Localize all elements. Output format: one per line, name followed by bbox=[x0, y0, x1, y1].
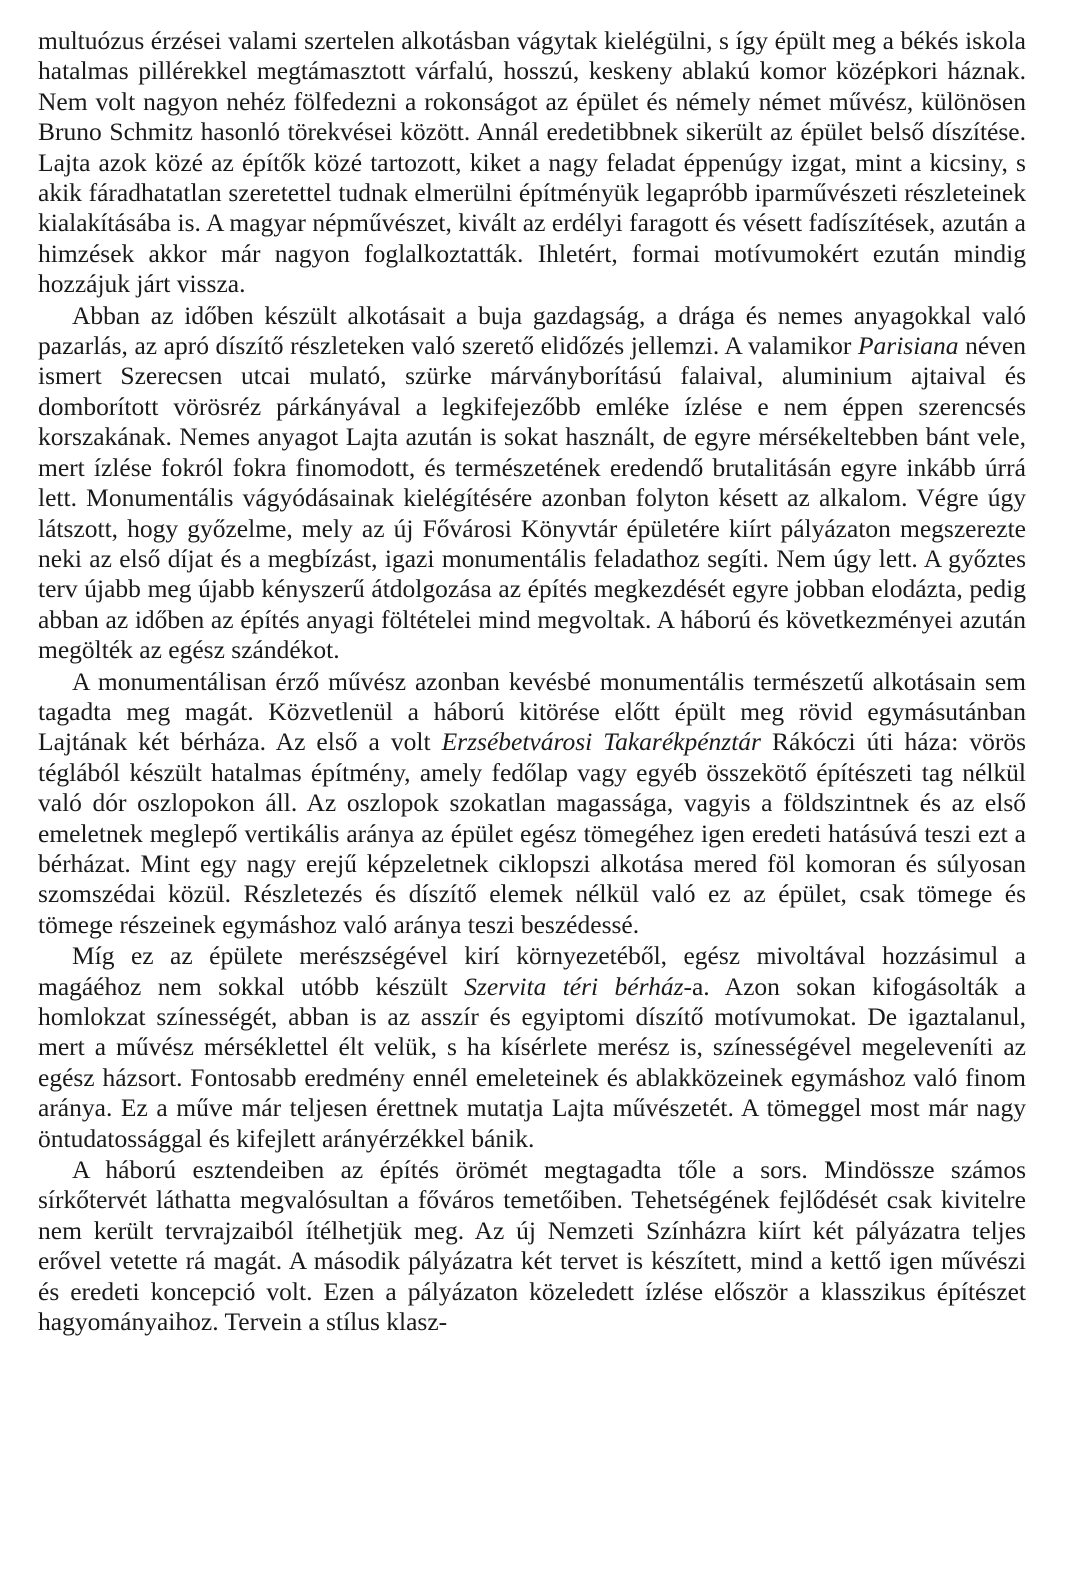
paragraph-3-text-a: A monumentálisan érző művész azonban kevésbé monumentális természetű alkotásain sem tagadta meg magát. Közvetlenül a háború kitörése előtt épült meg rövid egymásutánban Lajtának két bérháza. Az első a volt bbox=[38, 666, 1026, 757]
text-page bbox=[38, 26, 1026, 1338]
paragraph-2-text-b: néven ismert Szerecsen utcai mulató, szürke márványborítású falaival, aluminium ajtaival és domborított vörösréz párkányával a legkifejezőbb emléke ízlése e nem éppen szerencsés korszakának. Nemes anyagot Lajta azután is sokat használt, de egyre mérsékeltebben bánt vele, mert ízlése fokról fokra finomodott, és természetének eredendő brutalitásán egyre inkább úrrá lett. Monumentális vágyódásainak kielégítésére azonban folyton késett az alkalom. Végre úgy látszott, hogy győzelme, mely az új Fővárosi Könyvtár épületére kiírt pályázaton megszerezte neki az első díjat és a megbízást, igazi monumentális feladathoz segíti. Nem úgy lett. A győztes terv újabb meg újabb kényszerű átdolgozása az építés megkezdését egyre jobban elodázta, pedig abban az időben az építés anyagi föltételei mind megvoltak. A háború és következményei azután megölték az egész szándékot. bbox=[38, 331, 1027, 665]
paragraph-4 bbox=[38, 941, 1026, 1154]
paragraph-5-text: A háború esztendeiben az építés örömét megtagadta tőle a sors. Mindössze számos sírkőtervét láthatta megvalósultan a főváros temetőiben. Tehetségének fejlődését csak kivitelre nem került tervrajzaiból ítélhetjük meg. Az új Nemzeti Színházra kiírt két pályázatra teljes erővel vetette rá magát. A második pályázatra két tervet is készített, mind a kettő igen művészi és eredeti koncepció volt. Ezen a pályázaton közeledett ízlése először a klasszikus építészet hagyományaihoz. Tervein a stílus klasz- bbox=[38, 1155, 1026, 1337]
paragraph-2-italic-parisiana: Parisiana bbox=[857, 331, 959, 361]
paragraph-1 bbox=[38, 26, 1026, 300]
paragraph-1-text: multuózus érzései valami szertelen alkotásban vágytak kielégülni, s így épült meg a békés iskola hatalmas pillérekkel megtámasztott várfalú, hosszú, keskeny ablakú komor középkori háznak. Nem volt nagyon nehéz fölfedezni a rokonságot az épület és némely német művész, különösen Bruno Schmitz hasonló törekvései között. Annál eredetibbnek sikerült az épület belső díszítése. Lajta azok közé az építők közé tartozott, kiket a nagy feladat éppenúgy izgat, mint a kicsiny, s akik fáradhatatlan szeretettel tudnak elmerülni építményük legapróbb iparművészeti részleteinek kialakításába is. A magyar népművészet, kivált az erdélyi faragott és vésett fadíszítések, azután a himzések akkor már nagyon foglalkoztatták. Ihletért, formai motívumokért ezután mindig hozzájuk járt vissza. bbox=[38, 26, 1026, 299]
paragraph-4-text-a: Míg ez az épülete merészségével kirí környezetéből, egész mivoltával hozzásimul a magáéhoz nem sokkal utóbb készült bbox=[38, 941, 1026, 1001]
paragraph-5 bbox=[38, 1155, 1026, 1337]
paragraph-3-italic-takarekpenztar: Erzsébetvárosi Takarékpénztár bbox=[441, 727, 761, 757]
paragraph-3 bbox=[38, 667, 1026, 941]
paragraph-3-text-b: Rákóczi úti háza: vörös téglából készült hatalmas építmény, amely fedőlap vagy egyéb összekötő építészeti tag nélkül való dór oszlopokon áll. Az oszlopok szokatlan magassága, vagyis a földszintnek és az első emeletnek meglepő vertikális aránya az épület egész tömegéhez igen eredeti hatásúvá teszi ezt a bérházat. Mint egy nagy erejű képzeletnek ciklopszi alkotása mered föl komoran és súlyosan szomszédai közül. Részletezés és díszítő elemek nélkül való ez az épület, csak tömege és tömege részeinek egymáshoz való aránya teszi beszédessé. bbox=[38, 727, 1027, 939]
paragraph-4-text-b: -a. Azon sokan kifogásolták a homlokzat színességét, abban is az asszír és egyiptomi díszítő motívumokat. De igaztalanul, mert a művész mérséklettel élt velük, s ha kísérlete merész is, színességével megeleveníti az egész házsort. Fontosabb eredmény ennél emeleteinek és ablakközeinek egymáshoz való finom aránya. Ez a műve már teljesen érettnek mutatja Lajta művészetét. A tömeggel most már nagy öntudatossággal és kifejlett arányérzékkel bánik. bbox=[38, 971, 1026, 1153]
paragraph-2 bbox=[38, 301, 1026, 666]
paragraph-4-italic-szervita: Szervita téri bérház bbox=[464, 971, 684, 1001]
paragraph-2-text-a: Abban az időben készült alkotásait a buja gazdagság, a drága és nemes anyagokkal való pazarlás, az apró díszítő részleteken való szerető elidőzés jellemzi. A valamikor bbox=[38, 300, 1026, 361]
